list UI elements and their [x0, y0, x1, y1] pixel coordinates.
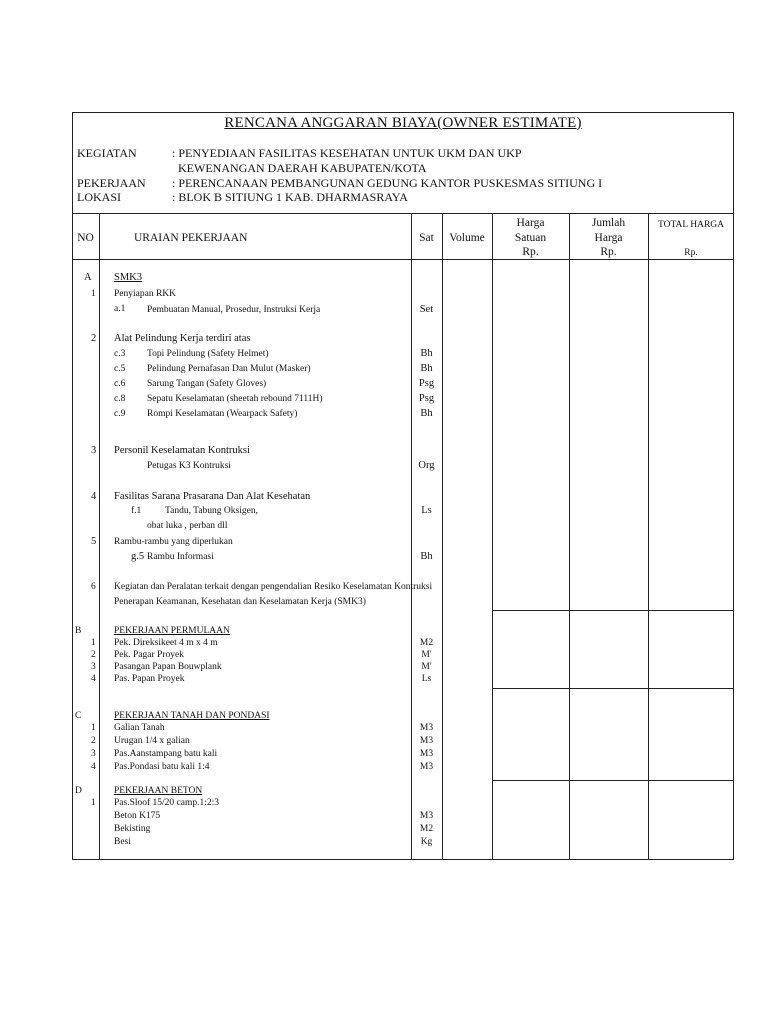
row-text: Pas. Papan Proyek	[114, 674, 185, 684]
table-top-line	[72, 213, 734, 214]
col-sat-divider	[442, 213, 443, 860]
header-jumlah-1: Jumlah	[591, 217, 626, 229]
header-volume: Volume	[449, 232, 485, 244]
row-code: g.5	[131, 551, 145, 562]
row-no: 1	[91, 638, 96, 648]
section-c-divider	[492, 780, 734, 781]
row-code: f.1	[131, 506, 142, 516]
row-no: 2	[91, 736, 96, 746]
row-sat: M3	[419, 811, 434, 821]
row-text: Urugan 1/4 x galian	[114, 736, 190, 746]
section-heading: PEKERJAAN PERMULAAN	[114, 626, 230, 636]
info-label-lokasi: LOKASI	[77, 190, 121, 204]
row-no: 3	[91, 445, 97, 456]
section-a-divider	[492, 610, 734, 611]
header-harga-satuan-3: Rp.	[522, 246, 539, 258]
row-text: Alat Pelindung Kerja terdiri atas	[114, 333, 251, 344]
header-total-2: Rp.	[684, 248, 698, 258]
row-text: Rompi Keselamatan (Wearpack Safety)	[147, 409, 298, 419]
col-jumlah-divider	[648, 213, 649, 860]
row-sat: Org	[418, 460, 435, 471]
row-no: 1	[91, 289, 96, 299]
info-label-pekerjaan: PEKERJAAN	[77, 176, 146, 190]
header-jumlah-2: Harga	[594, 232, 623, 244]
row-text: Beton K175	[114, 811, 161, 821]
row-no: D	[75, 786, 82, 796]
row-text: Pas.Aanstampang batu kali	[114, 749, 218, 759]
row-no: 2	[91, 333, 97, 344]
row-text: Kegiatan dan Peralatan terkait dengan pengendalian Resiko Keselamatan Kontruksi	[114, 582, 433, 592]
row-code: c.9	[114, 409, 126, 419]
row-sat: M2	[419, 638, 434, 648]
row-no: 4	[91, 491, 97, 502]
row-no: 4	[91, 674, 96, 684]
row-code: c.5	[114, 364, 126, 374]
row-no: 3	[91, 662, 96, 672]
header-sat: Sat	[419, 232, 434, 244]
row-text: Sepatu Keselamatan (sheetah rebound 7111H)	[147, 394, 323, 404]
info-value-lokasi: : BLOK B SITIUNG 1 KAB. DHARMASRAYA	[172, 190, 408, 204]
section-b-divider	[492, 688, 734, 689]
section-heading: SMK3	[114, 272, 143, 283]
row-no: C	[75, 711, 82, 721]
col-no-divider	[99, 213, 100, 860]
info-label-kegiatan: KEGIATAN	[77, 146, 137, 160]
row-no: 4	[91, 762, 96, 772]
section-heading: PEKERJAAN BETON	[114, 786, 203, 796]
row-text: Besi	[114, 837, 131, 847]
row-text: Tandu, Tabung Oksigen,	[165, 506, 258, 516]
row-no: 1	[91, 798, 96, 808]
row-code: c.6	[114, 379, 126, 389]
col-harga-divider	[569, 213, 570, 860]
row-code: c.8	[114, 394, 126, 404]
row-text: Pembuatan Manual, Prosedur, Instruksi Kerja	[147, 305, 321, 315]
header-no: NO	[77, 232, 94, 244]
header-uraian: URAIAN PEKERJAAN	[134, 232, 248, 244]
row-text: Sarung Tangan (Safety Gloves)	[147, 379, 267, 389]
row-text: Pelindung Pernafasan Dan Mulut (Masker)	[147, 364, 311, 374]
row-text: Rambu-rambu yang diperlukan	[114, 537, 233, 547]
row-sat: Bh	[420, 348, 433, 359]
row-sat: M3	[419, 736, 434, 746]
header-harga-satuan-1: Harga	[516, 217, 545, 229]
row-sat: Bh	[420, 408, 433, 419]
row-no: 1	[91, 723, 96, 733]
row-text: Pas.Pondasi batu kali 1:4	[114, 762, 210, 772]
col-volume-divider	[492, 213, 493, 860]
info-value-kegiatan: : PENYEDIAAN FASILITAS KESEHATAN UNTUK UKM DAN UKP	[172, 146, 522, 160]
row-sat: Psg	[418, 393, 435, 404]
row-sat: M3	[419, 762, 434, 772]
row-text: Bekisting	[114, 824, 151, 834]
info-value-kegiatan-cont: KEWENANGAN DAERAH KABUPATEN/KOTA	[178, 161, 427, 175]
header-total-1: TOTAL HARGA	[658, 220, 724, 230]
row-no: 3	[91, 749, 96, 759]
row-no: 5	[91, 536, 97, 547]
row-text: Galian Tanah	[114, 723, 165, 733]
row-text: Personil Keselamatan Kontruksi	[114, 445, 250, 456]
row-code: c.3	[114, 349, 126, 359]
header-harga-satuan-2: Satuan	[514, 232, 547, 244]
row-text: obat luka , perban dll	[147, 521, 228, 531]
row-sat: Ls	[421, 674, 432, 684]
document-title: RENCANA ANGGARAN BIAYA(OWNER ESTIMATE)	[224, 115, 582, 131]
row-sat: M2	[419, 824, 434, 834]
row-sat: Psg	[418, 378, 435, 389]
row-sat: M3	[419, 749, 434, 759]
row-sat: Bh	[420, 551, 433, 562]
section-heading: PEKERJAAN TANAH DAN PONDASI	[114, 711, 270, 721]
info-value-pekerjaan: : PERENCANAAN PEMBANGUNAN GEDUNG KANTOR PUSKESMAS SITIUNG I	[172, 176, 603, 190]
row-text: Pek. Direksikeet 4 m x 4 m	[114, 638, 218, 648]
row-text: Penyiapan RKK	[114, 289, 177, 299]
row-text: Pas.Sloof 15/20 camp.1:2:3	[114, 798, 220, 808]
row-code: a.1	[114, 304, 126, 314]
row-no: B	[75, 626, 82, 636]
row-sat: M3	[419, 723, 434, 733]
row-no: A	[84, 272, 92, 283]
row-sat: Bh	[420, 363, 433, 374]
row-text: Rambu Informasi	[147, 552, 214, 562]
row-text: Penerapan Keamanan, Kesehatan dan Keselamatan Kerja (SMK3)	[114, 597, 366, 607]
row-sat: Set	[419, 304, 434, 315]
row-sat: Ls	[421, 505, 432, 516]
row-text: Pasangan Papan Bouwplank	[114, 662, 222, 672]
row-no: 2	[91, 650, 96, 660]
row-text: Fasilitas Sarana Prasarana Dan Alat Kesehatan	[114, 491, 311, 502]
header-jumlah-3: Rp.	[600, 246, 617, 258]
row-text: Topi Pelindung (Safety Helmet)	[147, 349, 269, 359]
row-sat: M'	[421, 650, 432, 660]
row-no: 6	[91, 582, 96, 592]
row-sat: Kg	[420, 837, 433, 847]
row-sat: M'	[421, 662, 432, 672]
row-text: Petugas K3 Kontruksi	[147, 461, 231, 471]
row-text: Pek. Pagar Proyek	[114, 650, 184, 660]
